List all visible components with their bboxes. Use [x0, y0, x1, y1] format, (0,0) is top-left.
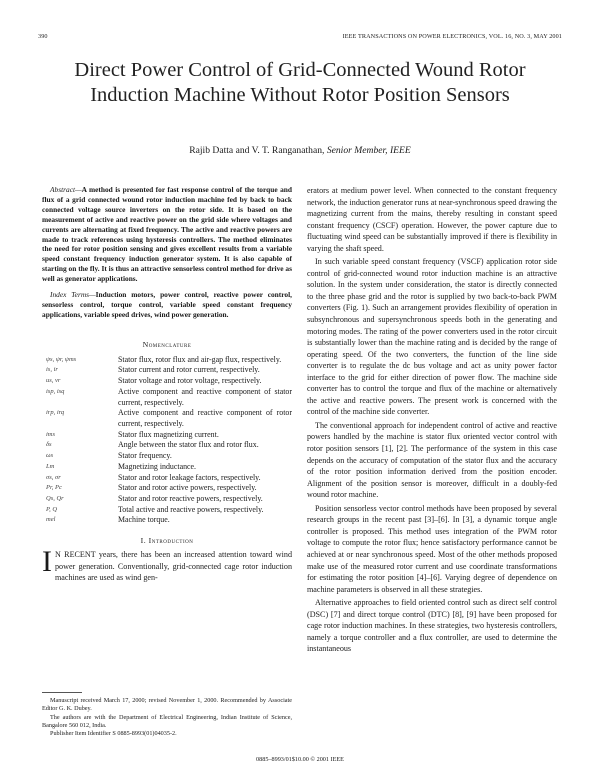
abstract-text: A method is presented for fast response control of the torque and flux of a grid connected wound rotor induction machine fed by back to back connected voltage source inverters on the rotor side. It is based on the measurement of active and reactive power on the grid side where voltages and currents are alternating at fixed frequency. The active and reactive powers are made to track references using hysteresis controllers. The method eliminates the need for rotor position sensing and gives excellent results from a variable speed constant frequency induction generator system. It is also capable of starting on the fly. It is thus an attractive sensorless control method for drive as well as generator applications. — [42, 185, 292, 284]
nomenclature-symbol: P, Q — [46, 505, 58, 513]
introduction-heading: I. Introduction — [140, 536, 194, 546]
body-paragraph: Position sensorless vector control methods have been proposed by several research groups in the recent past [3]–[6]. In [3], a dynamic torque angle controller is proposed. This method uses integration of the PWM rotor voltage to compute the rotor flux; hence satisfactory performance cannot be achieved at or near synchronous speed. Most of the other methods proposed make use of the measured rotor current and use coordinate transformations for estimating the rotor position [4]–[6]. Varying degree of dependence on machine parameters is observed in all these strategies. — [307, 503, 557, 594]
nomenclature-symbol: σs, σr — [46, 473, 61, 481]
nomenclature-definition: Stator and rotor reactive powers, respectively. — [118, 493, 263, 503]
authors — [40, 145, 560, 156]
nomenclature-symbol: irp, irq — [46, 409, 65, 417]
nomenclature-symbol: isp, isq — [46, 387, 65, 395]
nomenclature-row — [42, 355, 292, 366]
footnote-affiliation: The authors are with the Department of Electrical Engineering, Indian Institute of Science, Bangalore 560 012, India. — [42, 713, 292, 729]
nomenclature-symbol: δs — [46, 441, 52, 449]
introduction-first-paragraph — [42, 545, 292, 584]
nomenclature-row — [42, 440, 292, 451]
running-head: IEEE TRANSACTIONS ON POWER ELECTRONICS, VOL. 16, NO. 3, MAY 2001 — [342, 33, 562, 40]
nomenclature-row — [42, 430, 292, 441]
nomenclature-row — [42, 473, 292, 484]
nomenclature-definition: Stator frequency. — [118, 451, 172, 461]
nomenclature-symbol: Pr, Pc — [46, 484, 62, 492]
nomenclature-row — [42, 387, 292, 408]
introduction-text: N RECENT years, there has been an increased attention toward wind power generation. Conventionally, grid-connected cage rotor induction machines are used as wind gen- — [55, 550, 292, 583]
nomenclature-symbol: ωs — [46, 452, 54, 460]
nomenclature-row — [42, 515, 292, 526]
paper-title: Direct Power Control of Grid-Connected Wound Rotor Induction Machine Without Rotor Position Sensors — [74, 59, 526, 106]
dropcap-letter: I — [42, 545, 52, 579]
nomenclature-row — [42, 408, 292, 429]
nomenclature-definition: Angle between the stator flux and rotor flux. — [118, 440, 259, 450]
nomenclature-symbol: mel — [46, 516, 56, 524]
footnote-rule — [42, 692, 82, 693]
body-paragraph: The conventional approach for independent control of active and reactive powers handled by the machine is stator flux oriented vector control with rotor position sensors [1], [2]. The performance of the system in this case depends on the accuracy of computation of the stator flux and the accuracy of the rotor position information derived from the position encoder. Alignment of the position sensor is moreover, difficult in a doubly-fed wound rotor machine. — [307, 420, 557, 500]
right-column — [307, 185, 557, 655]
nomenclature-row — [42, 494, 292, 505]
abstract-label: Abstract— — [50, 185, 82, 194]
nomenclature-symbol: is, ir — [46, 366, 58, 374]
page-number: 390 — [38, 33, 48, 40]
nomenclature-row — [42, 462, 292, 473]
footnote-identifier: Publisher Item Identifier S 0885-8993(01)04035-2. — [50, 730, 177, 738]
nomenclature-definition: Stator flux, rotor flux and air-gap flux, respectively. — [118, 354, 282, 364]
nomenclature-heading: Nomenclature — [142, 339, 192, 349]
nomenclature-definition: Stator flux magnetizing current. — [118, 429, 219, 439]
index-terms-text: Induction motors, power control, reactive power control, sensorless control, torque control, variable speed constant frequency applications, variable speed drives, wind power generation. — [42, 290, 292, 319]
nomenclature-definition: Stator current and rotor current, respectively. — [118, 365, 260, 375]
nomenclature-definition: Machine torque. — [118, 515, 170, 525]
copyright-code: 0885–8993/01$10.00 © 2001 IEEE — [256, 756, 344, 763]
nomenclature-definition: Magnetizing inductance. — [118, 461, 197, 471]
body-paragraph: erators at medium power level. When connected to the constant frequency network, the induction generator runs at near-synchronous speed drawing the magnetizing current from the mains, thereby resulting in constant speed constant frequency (CSCF) operation. However, the power capture due to fluctuating wind speed can be substantially improved if there is flexibility in varying the shaft speed. — [307, 186, 557, 253]
nomenclature-definition: Stator voltage and rotor voltage, respectively. — [118, 376, 262, 386]
nomenclature-definition: Stator and rotor leakage factors, respectively. — [118, 472, 261, 482]
abstract — [42, 185, 292, 284]
body-paragraph: Alternative approaches to field oriented control such as direct self control (DSC) [7] and direct torque control (DTC) [8], [9] have been proposed for cage rotor induction machines. In these strategies, two hysteresis controllers, namely a torque controller and a flux controller, are used to determine the instantaneous — [307, 598, 557, 654]
nomenclature-symbol: ims — [46, 430, 56, 438]
nomenclature-definition: Active component and reactive component of stator current, respectively. — [118, 386, 292, 407]
nomenclature-row — [42, 365, 292, 376]
author-role: Senior Member, IEEE — [326, 145, 411, 156]
index-terms — [42, 290, 292, 320]
nomenclature-row — [42, 505, 292, 516]
nomenclature-row — [42, 376, 292, 387]
nomenclature-definition: Total active and reactive powers, respectively. — [118, 504, 264, 514]
nomenclature-row — [42, 451, 292, 462]
nomenclature-definition: Stator and rotor active powers, respectively. — [118, 483, 257, 493]
body-paragraph: In such variable speed constant frequency (VSCF) application rotor side control of grid-connected wound rotor induction machine is an attractive solution. In the system under consideration, the stator is directly connected to the three phase grid and the rotor is supplied by two back-to-back PWM converters (Fig. 1). Such an arrangement provides flexibility of operation in subsynchronous and supersynchronous speeds both in the generating and motoring modes. The rating of the power converters used in the rotor circuit is substantially lower than the machine rating and is decided by the range of operating speed. Of the two converters, the function of the line side converter is to regulate the dc bus voltage and act as unity power factor interface to the grid for either direction of power flow. The machine side converter has to control the torque and flux of the machine or alternatively the active and reactive powers. The present work is concerned with the control of the machine side converter. — [307, 257, 557, 417]
author-names: Rajib Datta and V. T. Ranganathan, — [189, 145, 325, 156]
nomenclature-list — [42, 355, 292, 526]
nomenclature-row — [42, 483, 292, 494]
nomenclature-definition: Active component and reactive component of rotor current, respectively. — [118, 408, 292, 428]
index-terms-label: Index Terms— — [50, 290, 96, 300]
nomenclature-symbol: ψs, ψr, ψms — [46, 355, 77, 363]
nomenclature-symbol: us, vr — [46, 377, 61, 385]
left-column — [42, 185, 292, 584]
footnotes — [42, 697, 292, 738]
footnote-received: Manuscript received March 17, 2000; revised November 1, 2000. Recommended by Associate Editor G. K. Dubey. — [42, 697, 292, 713]
nomenclature-symbol: Lm — [46, 462, 55, 470]
nomenclature-symbol: Qs, Qr — [46, 494, 64, 502]
